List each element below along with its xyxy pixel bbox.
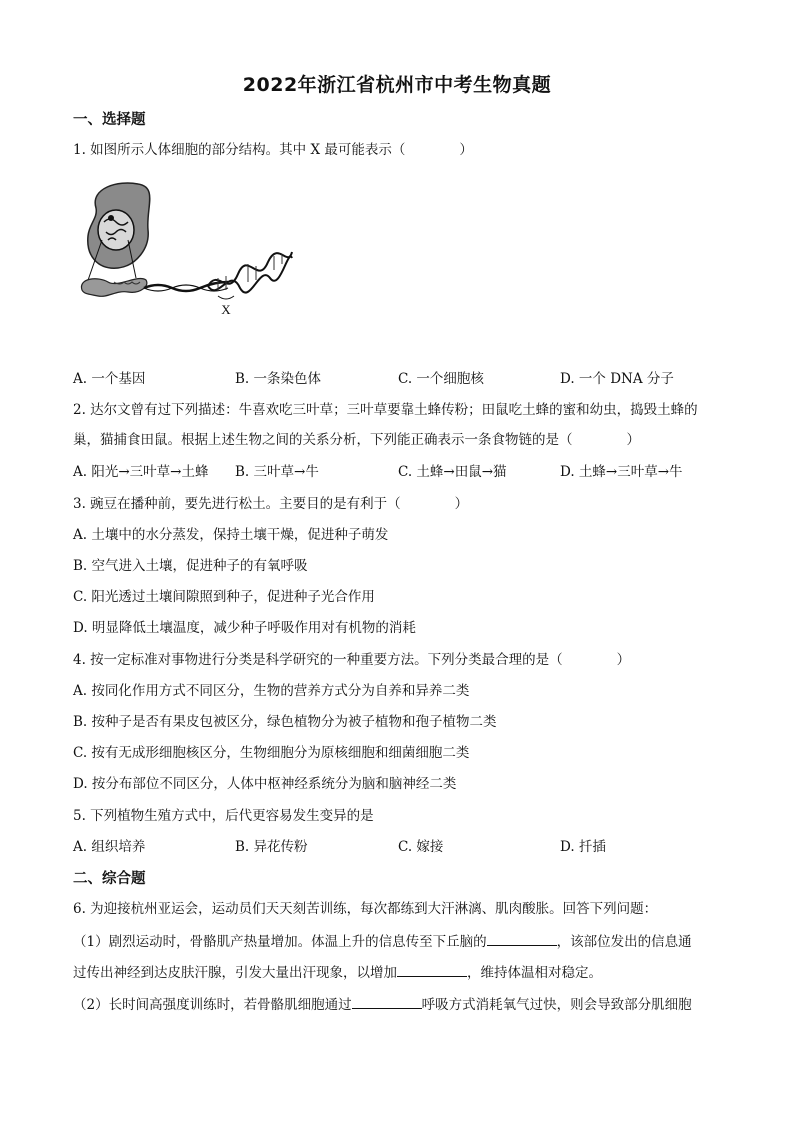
q3-option-d: D. 明显降低土壤温度，减少种子呼吸作用对有机物的消耗 bbox=[73, 620, 416, 636]
q3-option-c: C. 阳光透过土壤间隙照到种子，促进种子光合作用 bbox=[73, 589, 375, 605]
q1-option-a: A. 一个基因 bbox=[73, 371, 146, 387]
section-heading-comprehensive: 二、综合题 bbox=[73, 871, 146, 887]
q3-option-b: B. 空气进入土壤，促进种子的有氧呼吸 bbox=[73, 558, 308, 574]
q3-option-a: A. 土壤中的水分蒸发，保持土壤干燥，促进种子萌发 bbox=[73, 527, 389, 543]
q4-stem: 4. 按一定标准对事物进行分类是科学研究的一种重要方法。下列分类最合理的是（ ） bbox=[73, 652, 631, 668]
q6-part1-text-d: ，维持体温相对稳定。 bbox=[467, 965, 602, 981]
q5-option-b: B. 异花传粉 bbox=[235, 839, 308, 855]
q6-stem: 6. 为迎接杭州亚运会，运动员们天天刻苦训练，每次都练到大汗淋漓、肌肉酸胀。回答下列问题： bbox=[73, 901, 658, 917]
q2-option-d: D. 土蜂→三叶草→牛 bbox=[560, 464, 683, 480]
q6-part2-text-a: （2）长时间高强度训练时，若骨骼肌细胞通过 bbox=[73, 997, 352, 1013]
page-title: 2022年浙江省杭州市中考生物真题 bbox=[242, 74, 552, 96]
answer-blank-1[interactable] bbox=[487, 930, 557, 946]
q1-option-b: B. 一条染色体 bbox=[235, 371, 322, 387]
answer-blank-2[interactable] bbox=[397, 961, 467, 977]
q5-option-d: D. 扦插 bbox=[560, 839, 606, 855]
q6-part1-line2 bbox=[73, 961, 602, 983]
q6-part1-line1 bbox=[73, 930, 692, 952]
q5-option-a: A. 组织培养 bbox=[73, 839, 146, 855]
q5-option-c: C. 嫁接 bbox=[398, 839, 444, 855]
q1-stem: 1. 如图所示人体细胞的部分结构。其中 X 最可能表示（ ） bbox=[73, 142, 473, 158]
section-heading-choice: 一、选择题 bbox=[73, 112, 146, 128]
answer-blank-3[interactable] bbox=[352, 993, 422, 1009]
q2-stem-line1: 2. 达尔文曾有过下列描述：牛喜欢吃三叶草；三叶草要靠土蜂传粉；田鼠吃土蜂的蜜和幼虫，捣毁土蜂的 bbox=[73, 402, 698, 418]
q6-part1-text-b: ，该部位发出的信息通 bbox=[556, 934, 692, 950]
q2-option-b: B. 三叶草→牛 bbox=[235, 464, 319, 480]
q3-stem: 3. 豌豆在播种前，要先进行松土。主要目的是有利于（ ） bbox=[73, 496, 469, 512]
q4-option-b: B. 按种子是否有果皮包被区分，绿色植物分为被子植物和孢子植物二类 bbox=[73, 714, 497, 730]
q6-part2-text-b: 呼吸方式消耗氧气过快，则会导致部分肌细胞 bbox=[421, 997, 692, 1013]
q2-option-a: A. 阳光→三叶草→土蜂 bbox=[73, 464, 209, 480]
figure-label-x: X bbox=[221, 302, 231, 317]
q4-option-a: A. 按同化作用方式不同区分，生物的营养方式分为自养和异养二类 bbox=[73, 683, 470, 699]
q6-part2-line1 bbox=[73, 993, 692, 1015]
q2-option-c: C. 土蜂→田鼠→猫 bbox=[398, 464, 507, 480]
q4-option-d: D. 按分布部位不同区分，人体中枢神经系统分为脑和脑神经二类 bbox=[73, 776, 457, 792]
q2-stem-line2: 巢，猫捕食田鼠。根据上述生物之间的关系分析，下列能正确表示一条食物链的是（ ） bbox=[73, 432, 640, 448]
q6-part1-text-a: （1）剧烈运动时，骨骼肌产热量增加。体温上升的信息传至下丘脑的 bbox=[73, 934, 487, 950]
cell-dna-figure bbox=[78, 178, 298, 318]
q1-option-c: C. 一个细胞核 bbox=[398, 371, 484, 387]
q1-option-d: D. 一个 DNA 分子 bbox=[560, 371, 674, 387]
q5-stem: 5. 下列植物生殖方式中，后代更容易发生变异的是 bbox=[73, 808, 374, 824]
q4-option-c: C. 按有无成形细胞核区分，生物细胞分为原核细胞和细菌细胞二类 bbox=[73, 745, 470, 761]
q6-part1-text-c: 过传出神经到达皮肤汗腺，引发大量出汗现象，以增加 bbox=[73, 965, 397, 981]
